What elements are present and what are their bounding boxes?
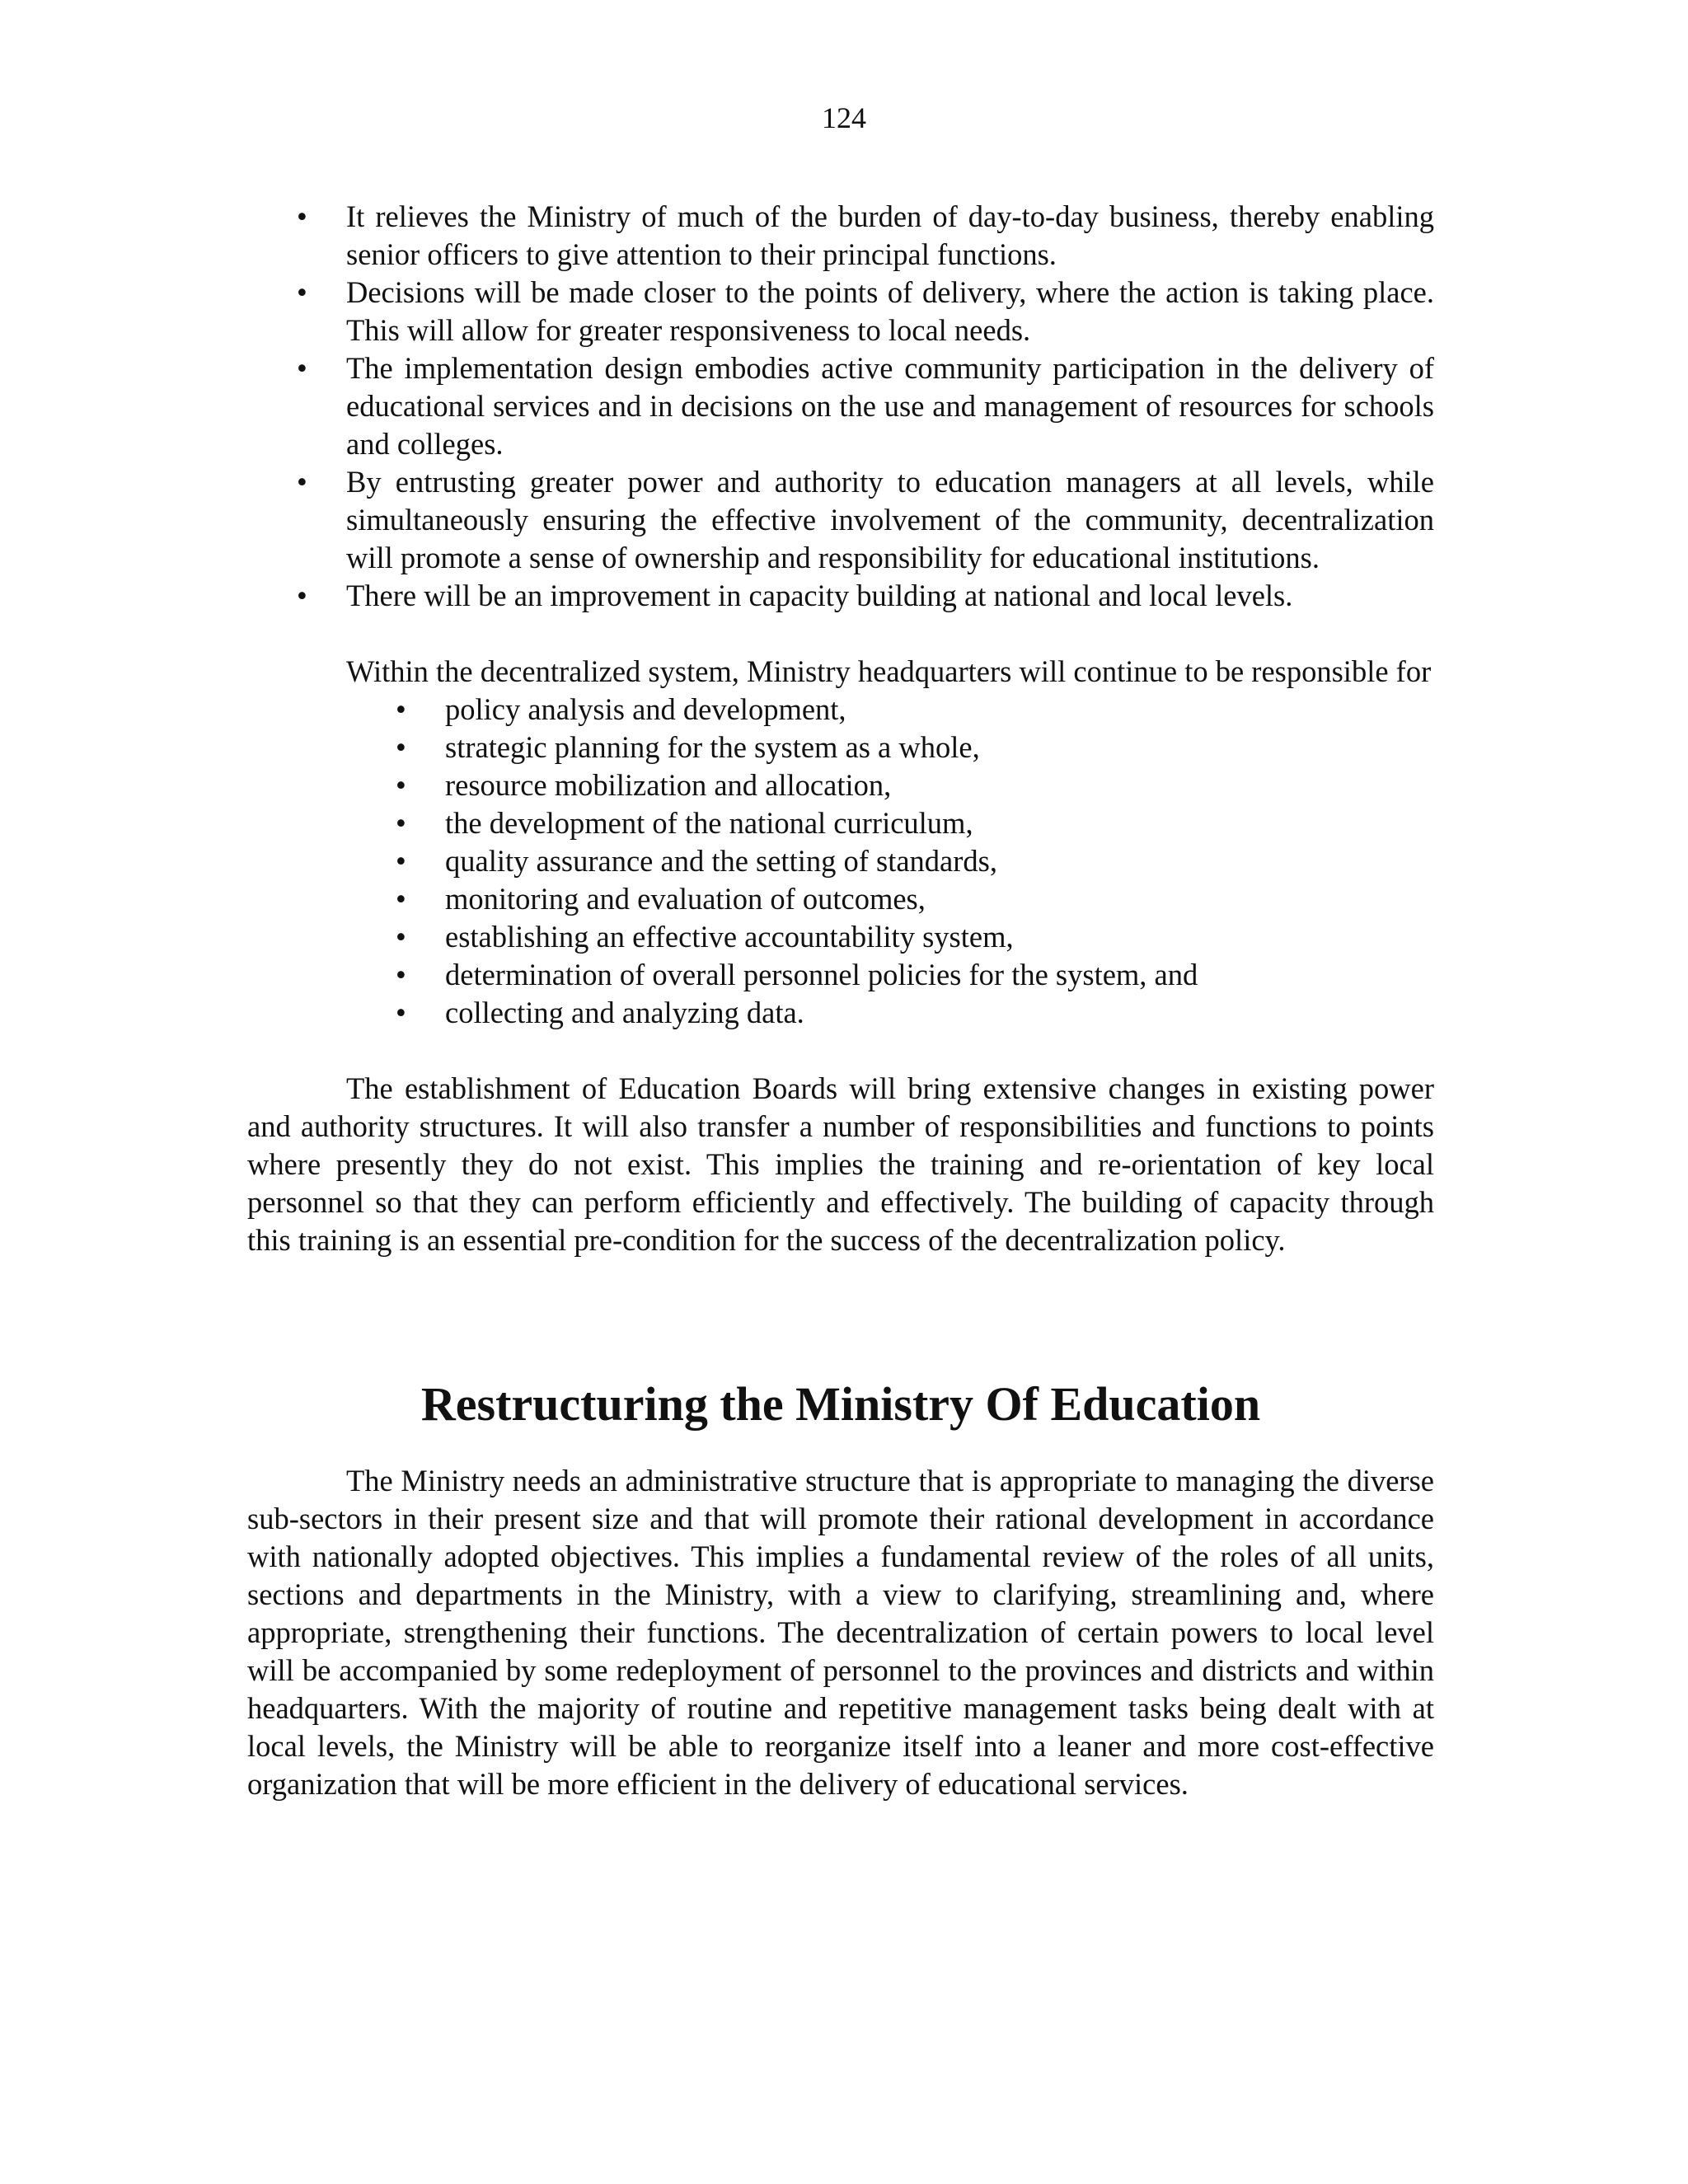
list-item: • There will be an improvement in capacity building at national and local levels. bbox=[247, 577, 1434, 615]
intro-paragraph: Within the decentralized system, Ministry headquarters will continue to be responsible for bbox=[346, 654, 1432, 688]
section-heading: Restructuring the Ministry Of Education bbox=[420, 1377, 1261, 1431]
page-number: 124 bbox=[822, 101, 866, 134]
list-item: • collecting and analyzing data. bbox=[247, 994, 1434, 1032]
spacer bbox=[247, 1032, 1434, 1070]
list-item: • monitoring and evaluation of outcomes, bbox=[247, 880, 1434, 918]
list-item: • By entrusting greater power and authority to education managers at all levels, while simultaneously ensuring the effective involvement of the community, decentralization will promote a sense of ownership and responsibility for educational institutions. bbox=[247, 463, 1434, 577]
list-item: • determination of overall personnel policies for the system, and bbox=[247, 956, 1434, 994]
list-item: • quality assurance and the setting of standards, bbox=[247, 842, 1434, 880]
responsibilities-list bbox=[247, 691, 1434, 1032]
spacer bbox=[247, 615, 1434, 653]
benefits-list bbox=[247, 198, 1434, 615]
list-item: • The implementation design embodies active community participation in the delivery of educational services and in decisions on the use and management of resources for schools and colleges. bbox=[247, 349, 1434, 463]
list-item: • establishing an effective accountability system, bbox=[247, 918, 1434, 956]
page-content bbox=[247, 198, 1434, 1803]
restructuring-paragraph: The Ministry needs an administrative structure that is appropriate to managing the diverse sub-sectors in their present size and that will promote their rational development in accordance with nationally adopted objectives. This implies a fundamental review of the roles of all units, sections and departments in the Ministry, with a view to clarifying, streamlining and, where appropriate, strengthening their functions. The decentralization of certain powers to local level will be accompanied by some redeployment of personnel to the provinces and districts and within headquarters. With the majority of routine and repetitive management tasks being dealt with at local levels, the Ministry will be able to reorganize itself into a leaner and more cost-effective organization that will be more efficient in the delivery of educational services. bbox=[247, 1464, 1434, 1801]
list-item: • the development of the national curriculum, bbox=[247, 804, 1434, 842]
list-item: • It relieves the Ministry of much of the burden of day-to-day business, thereby enabling senior officers to give attention to their principal functions. bbox=[247, 198, 1434, 274]
list-item: • resource mobilization and allocation, bbox=[247, 766, 1434, 804]
list-item: • policy analysis and development, bbox=[247, 691, 1434, 729]
boards-paragraph: The establishment of Education Boards will bring extensive changes in existing power and authority structures. It will also transfer a number of responsibilities and functions to points where presently they do not exist. This implies the training and re-orientation of key local personnel so that they can perform efficiently and effectively. The building of capacity through this training is an essential pre-condition for the success of the decentralization policy. bbox=[247, 1071, 1434, 1257]
list-item: • strategic planning for the system as a whole, bbox=[247, 729, 1434, 766]
spacer bbox=[247, 1259, 1434, 1371]
spacer bbox=[247, 1437, 1434, 1462]
list-item: • Decisions will be made closer to the points of delivery, where the action is taking place. This will allow for greater responsiveness to local needs. bbox=[247, 274, 1434, 349]
